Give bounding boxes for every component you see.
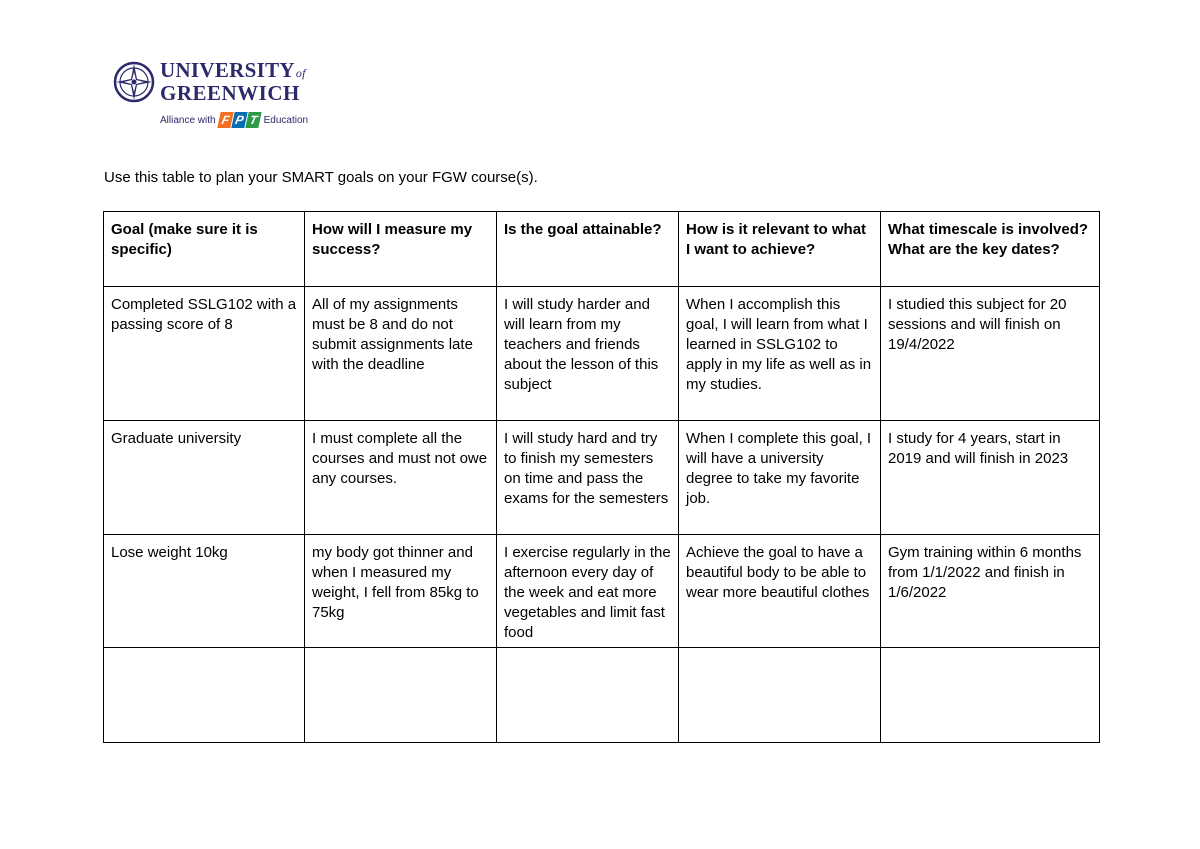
table-cell: I will study harder and will learn from my teachers and friends about the lesson of this subject: [497, 287, 679, 421]
table-cell: I studied this subject for 20 sessions and will finish on 19/4/2022: [881, 287, 1100, 421]
alliance-tagline: [160, 112, 308, 128]
table-cell: When I complete this goal, I will have a university degree to take my favorite job.: [679, 421, 881, 535]
table-cell: All of my assignments must be 8 and do not submit assignments late with the deadline: [305, 287, 497, 421]
table-cell: When I accomplish this goal, I will learn from what I learned in SSLG102 to apply in my life as well as in my studies.: [679, 287, 881, 421]
alliance-suffix: Education: [263, 114, 309, 126]
table-cell: [104, 648, 305, 743]
intro-text: Use this table to plan your SMART goals on your FGW course(s).: [104, 169, 538, 186]
table-cell: Completed SSLG102 with a passing score of 8: [104, 287, 305, 421]
table-cell: Gym training within 6 months from 1/1/2022 and finish in 1/6/2022: [881, 535, 1100, 648]
header-relevant: How is it relevant to what I want to achieve?: [679, 212, 881, 287]
table-cell: Graduate university: [104, 421, 305, 535]
alliance-prefix: Alliance with: [160, 114, 216, 126]
header-measure: How will I measure my success?: [305, 212, 497, 287]
smart-goals-table: [103, 211, 1100, 743]
table-cell: my body got thinner and when I measured my weight, I fell from 85kg to 75kg: [305, 535, 497, 648]
table-row-empty: [104, 648, 1100, 743]
table-cell: [497, 648, 679, 743]
table-row: [104, 287, 1100, 421]
fpt-letter-p: P: [231, 112, 247, 128]
logo-of: of: [295, 66, 306, 80]
table-row: [104, 421, 1100, 535]
table-row: [104, 535, 1100, 648]
table-header-row: [104, 212, 1100, 287]
fpt-letter-f: F: [217, 112, 233, 128]
header-goal: Goal (make sure it is specific): [104, 212, 305, 287]
table-cell: [881, 648, 1100, 743]
table-cell: Lose weight 10kg: [104, 535, 305, 648]
table-cell: I study for 4 years, start in 2019 and will finish in 2023: [881, 421, 1100, 535]
table-cell: I will study hard and try to finish my semesters on time and pass the exams for the semesters: [497, 421, 679, 535]
table-cell: I exercise regularly in the afternoon every day of the week and eat more vegetables and limit fast food: [497, 535, 679, 648]
fpt-logo: [219, 112, 261, 128]
fpt-letter-t: T: [245, 112, 261, 128]
table-cell: Achieve the goal to have a beautiful body to be able to wear more beautiful clothes: [679, 535, 881, 648]
table-cell: [305, 648, 497, 743]
university-logo: [112, 58, 309, 138]
compass-emblem-icon: [112, 60, 156, 104]
table-cell: I must complete all the courses and must not owe any courses.: [305, 421, 497, 535]
header-attainable: Is the goal attainable?: [497, 212, 679, 287]
logo-line1: UNIVERSITY: [160, 58, 295, 82]
university-name: [160, 60, 306, 103]
table-cell: [679, 648, 881, 743]
logo-line2: GREENWICH: [160, 81, 300, 105]
header-timescale: What timescale is involved? What are the key dates?: [881, 212, 1100, 287]
